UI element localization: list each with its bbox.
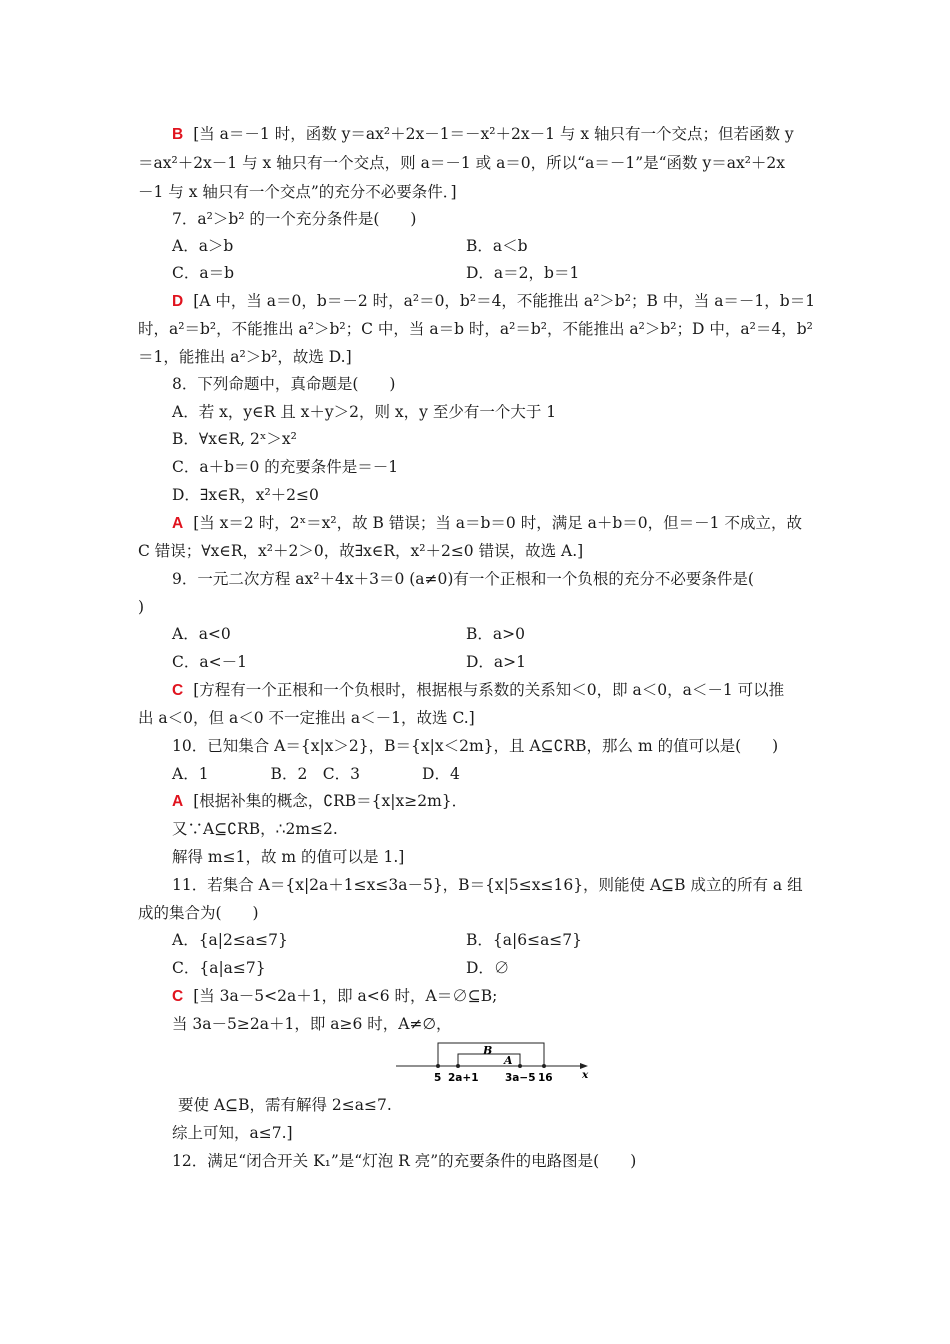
answer-letter: D	[172, 293, 184, 310]
tick-label-5: 5	[434, 1072, 442, 1084]
q9-answer-line-2: 出 a＜0，但 a＜0 不一定推出 a＜－1，故选 C.]	[138, 709, 475, 727]
q7-option-d: D．a＝2，b＝1	[466, 264, 580, 282]
q11-stem-line-2: 成的集合为( )	[138, 904, 259, 922]
q10-answer-line-2: 又∵A⊆∁RB，∴2m≤2.	[172, 820, 338, 838]
q8-option-d: D．∃x∈R，x²＋2≤0	[172, 486, 319, 504]
q7-answer-line-3: ＝1，能推出 a²＞b²，故选 D.]	[138, 348, 352, 366]
answer-letter: C	[172, 988, 184, 1005]
tick-point-2a1	[456, 1064, 460, 1068]
q9-option-c: C．a<－1	[172, 653, 247, 671]
q10-answer-line-1: A [根据补集的概念，∁RB＝{x|x≥2m}．	[172, 792, 468, 810]
tick-label-3a5: 3a−5	[505, 1072, 536, 1084]
q9-option-a: A．a<0	[172, 625, 231, 643]
q8-option-c: C．a＋b＝0 的充要条件是＝－1	[172, 458, 399, 476]
q8-stem: 8．下列命题中，真命题是( )	[172, 375, 396, 393]
q6-answer-line-2: ＝ax²＋2x－1 与 x 轴只有一个交点，则 a＝－1 或 a＝0，所以“a＝－1”是“函数 y＝ax²＋2x	[138, 154, 786, 172]
answer-letter: B	[172, 126, 184, 143]
answer-letter: C	[172, 682, 184, 699]
q10-options: A．1 B．2 C．3 D．4	[172, 765, 460, 783]
q11-option-a: A．{a|2≤a≤7}	[172, 931, 288, 949]
tick-point-3a5	[518, 1064, 522, 1068]
q9-option-d: D．a>1	[466, 653, 527, 671]
axis-label-x: x	[582, 1069, 589, 1081]
answer-letter: A	[172, 793, 184, 810]
q8-option-b: B．∀x∈R, 2ˣ＞x²	[172, 430, 297, 448]
tick-point-16	[542, 1064, 546, 1068]
q6-answer-line-1: B [当 a＝－1 时，函数 y＝ax²＋2x－1＝－x²＋2x－1 与 x 轴只有一个交点；但若函数 y	[172, 125, 794, 143]
set-b-label: B	[483, 1044, 493, 1057]
tick-point-5	[436, 1064, 440, 1068]
q11-answer-line-3: 要使 A⊆B，需有解得 2≤a≤7.	[178, 1096, 392, 1114]
q11-answer-line-2: 当 3a－5≥2a＋1，即 a≥6 时，A≠∅，	[172, 1015, 452, 1033]
q8-answer-line-2: C 错误；∀x∈R，x²＋2＞0，故∃x∈R，x²＋2≤0 错误，故选 A.]	[138, 542, 584, 560]
set-a-label: A	[504, 1054, 513, 1067]
q7-option-a: A．a＞b	[172, 237, 234, 255]
q11-stem-line-1: 11．若集合 A＝{x|2a＋1≤x≤3a－5}，B＝{x|5≤x≤16}，则能使 A⊆B 成立的所有 a 组	[172, 876, 803, 894]
q9-option-b: B．a>0	[466, 625, 525, 643]
answer-letter: A	[172, 515, 184, 532]
q11-option-c: C．{a|a≤7}	[172, 959, 266, 977]
q11-answer-line-1: C [当 3a－5<2a＋1，即 a<6 时，A＝∅⊆B;	[172, 987, 498, 1005]
q7-option-b: B．a＜b	[466, 237, 528, 255]
q10-stem: 10．已知集合 A＝{x|x＞2}，B＝{x|x＜2m}，且 A⊆∁RB，那么 m 的值可以是( )	[172, 737, 779, 755]
q9-stem-line-1: 9．一元二次方程 ax²＋4x＋3＝0 (a≠0)有一个正根和一个负根的充分不必要条件是(	[172, 570, 754, 588]
q6-answer-line-3: －1 与 x 轴只有一个交点”的充分不必要条件．]	[138, 183, 457, 201]
q7-answer-line-1: D [A 中，当 a＝0，b＝－2 时，a²＝0，b²＝4，不能推出 a²＞b²；B 中，当 a＝－1，b＝1	[172, 292, 816, 310]
q9-stem-line-2: )	[138, 598, 145, 616]
q7-option-c: C．a＝b	[172, 264, 235, 282]
q9-answer-line-1: C [方程有一个正根和一个负根时，根据根与系数的关系知＜0，即 a＜0，a＜－1 可以推	[172, 681, 785, 699]
q11-option-d: D．∅	[466, 959, 510, 977]
q8-option-a: A．若 x，y∈R 且 x＋y＞2，则 x，y 至少有一个大于 1	[172, 403, 557, 421]
q10-answer-line-3: 解得 m≤1，故 m 的值可以是 1.]	[172, 848, 405, 866]
q11-answer-line-4: 综上可知，a≤7.]	[172, 1124, 293, 1142]
tick-label-2a1: 2a+1	[448, 1072, 479, 1084]
number-line-figure	[392, 1040, 602, 1086]
q8-answer-line-1: A [当 x＝2 时，2ˣ＝x²，故 B 错误；当 a＝b＝0 时，满足 a＋b＝0，但＝－1 不成立，故	[172, 514, 802, 532]
q11-option-b: B．{a|6≤a≤7}	[466, 931, 583, 949]
q7-stem: 7．a²＞b² 的一个充分条件是( )	[172, 210, 417, 228]
q7-answer-line-2: 时，a²＝b²，不能推出 a²＞b²；C 中，当 a＝b 时，a²＝b²，不能推出 a²＞b²；D 中，a²＝4，b²	[138, 320, 813, 338]
tick-label-16: 16	[538, 1072, 553, 1084]
q12-stem: 12．满足“闭合开关 K₁”是“灯泡 R 亮”的充要条件的电路图是( )	[172, 1152, 637, 1170]
